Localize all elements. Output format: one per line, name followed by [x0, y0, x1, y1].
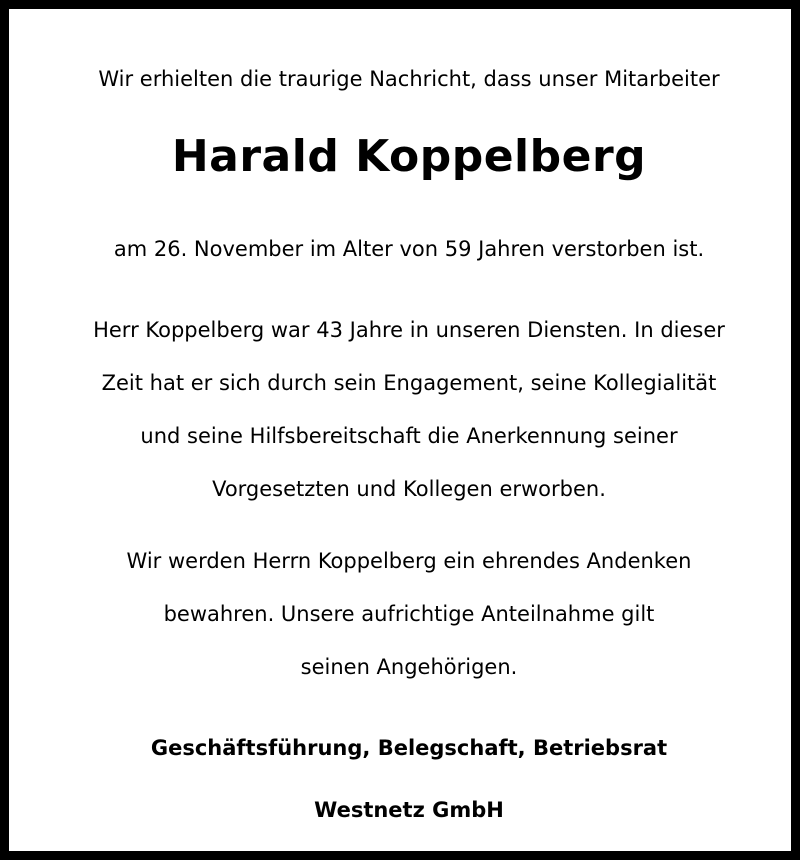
tribute-line: und seine Hilfsbereitschaft die Anerkennung seiner — [140, 424, 678, 448]
closing-line: seinen Angehörigen. — [300, 655, 518, 679]
intro-text: Wir erhielten die traurige Nachricht, dass unser Mitarbeiter — [98, 67, 720, 91]
tribute-line: Zeit hat er sich durch sein Engagement, seine Kollegialität — [101, 371, 717, 395]
company-name: Westnetz GmbH — [314, 798, 504, 822]
tribute-line: Herr Koppelberg war 43 Jahre in unseren Diensten. In dieser — [93, 318, 725, 342]
death-date-text: am 26. November im Alter von 59 Jahren verstorben ist. — [113, 237, 705, 261]
signatories: Geschäftsführung, Belegschaft, Betriebsrat — [150, 736, 668, 760]
tribute-line: Vorgesetzten und Kollegen erworben. — [212, 477, 606, 501]
deceased-name: Harald Koppelberg — [171, 131, 647, 182]
closing-line: Wir werden Herrn Koppelberg ein ehrendes Andenken — [126, 549, 692, 573]
closing-line: bewahren. Unsere aufrichtige Anteilnahme gilt — [163, 602, 655, 626]
